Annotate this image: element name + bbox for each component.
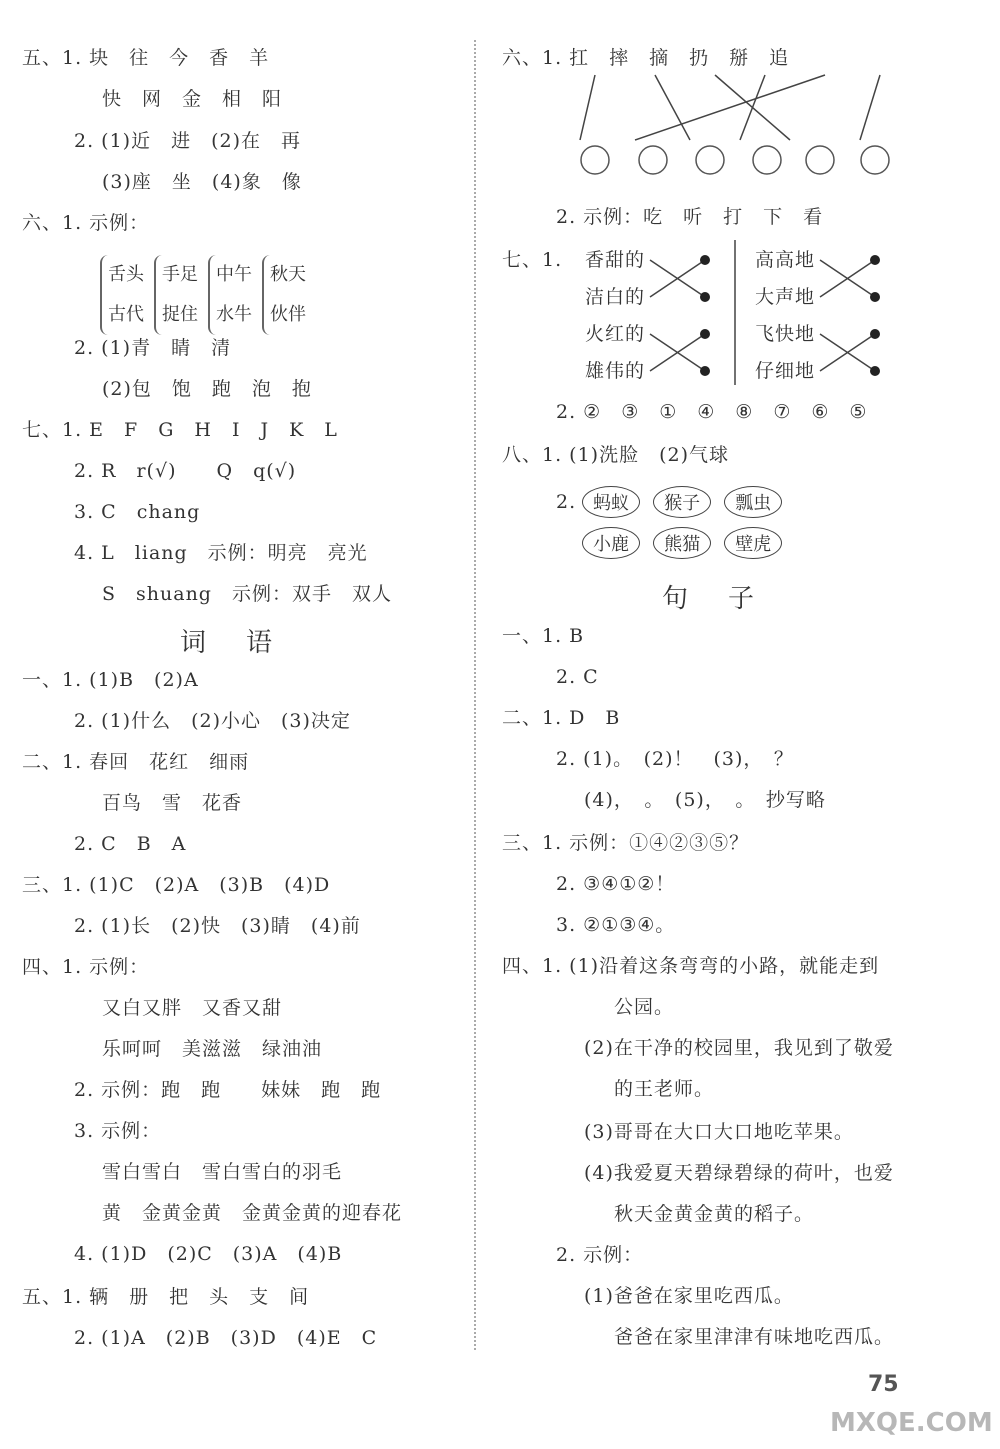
match-word: 香甜的 <box>585 249 646 271</box>
word-pair <box>100 255 144 335</box>
text-line: 六、1. 示例： <box>22 212 150 234</box>
text-line: 一、1. B <box>502 625 585 647</box>
text-line: 公园。 <box>614 996 675 1018</box>
circled-words-row <box>582 527 790 559</box>
text-line: (2)在干净的校园里，我见到了敬爱 <box>584 1037 894 1059</box>
word-pairs <box>100 255 306 335</box>
text-line: (3)座 坐 (4)象 像 <box>102 171 302 193</box>
text-line: 七、1. <box>502 249 563 271</box>
text-line: 3. 示例： <box>74 1120 162 1142</box>
text-line: 快 网 金 相 阳 <box>102 88 283 110</box>
text-line: 四、1. 示例： <box>22 956 150 978</box>
circled-word: 壁虎 <box>724 527 782 559</box>
word: 水牛 <box>216 304 252 325</box>
text-line: 2. ③④①②！ <box>556 873 676 895</box>
text-line: 秋天金黄金黄的稻子。 <box>614 1203 815 1225</box>
match-word: 洁白的 <box>585 286 646 308</box>
text-line: 四、1. (1)沿着这条弯弯的小路，就能走到 <box>502 955 880 977</box>
matching-lines <box>560 240 960 390</box>
circled-word: 猴子 <box>653 486 711 518</box>
text-line: 2. (1)近 进 (2)在 再 <box>74 130 301 152</box>
word: 手足 <box>162 264 198 285</box>
text-line: 2. R r(√) Q q(√) <box>74 460 297 482</box>
text-line: 2. (1)什么 (2)小心 (3)决定 <box>74 710 351 732</box>
text-line: 2. 示例：跑 跑 妹妹 跑 跑 <box>74 1079 382 1101</box>
text-line: 2. (1)青 睛 清 <box>74 337 232 359</box>
page-number: 75 <box>868 1372 899 1397</box>
word-pair <box>262 255 306 335</box>
text-line: 爸爸在家里津津有味地吃西瓜。 <box>614 1326 895 1348</box>
text-line: (1)爸爸在家里吃西瓜。 <box>584 1285 794 1307</box>
text-line: 七、1. E F G H I J K L <box>22 419 338 441</box>
text-line: 八、1. (1)洗脸 (2)气球 <box>502 444 729 466</box>
text-line: 2. C <box>556 666 599 688</box>
text-line: 乐呵呵 美滋滋 绿油油 <box>102 1038 323 1060</box>
text-line: 的王老师。 <box>614 1078 715 1100</box>
text-line: 又白又胖 又香又甜 <box>102 997 283 1019</box>
text-line: 三、1. 示例：①④②③⑤？ <box>502 832 750 854</box>
word: 古代 <box>108 304 144 325</box>
text-line: 五、1. 块 往 今 香 羊 <box>22 47 270 69</box>
match-word: 高高地 <box>755 249 816 271</box>
circled-word: 小鹿 <box>582 527 640 559</box>
text-line: 一、1. (1)B (2)A <box>22 669 199 691</box>
text-line: 雪白雪白 雪白雪白的羽毛 <box>102 1161 343 1183</box>
match-word: 火红的 <box>585 323 646 345</box>
text-line: 4. (1)D (2)C (3)A (4)B <box>74 1243 343 1265</box>
word: 捉住 <box>162 304 198 325</box>
text-line: 3. ②①③④。 <box>556 914 676 936</box>
word: 中午 <box>216 264 252 285</box>
circled-word: 熊猫 <box>653 527 711 559</box>
section-title: 句子 <box>662 584 795 614</box>
text-line: (2)包 饱 跑 泡 抱 <box>102 378 312 400</box>
text-line: 黄 金黄金黄 金黄金黄的迎春花 <box>102 1202 403 1224</box>
text-line: 2. (1)长 (2)快 (3)睛 (4)前 <box>74 915 361 937</box>
circled-word: 蚂蚁 <box>582 486 640 518</box>
column-divider <box>474 40 476 1350</box>
watermark: MXQE.COM <box>830 1408 993 1438</box>
circled-word: 瓢虫 <box>724 486 782 518</box>
text-line: 3. C chang <box>74 501 201 523</box>
text-line: (4)， 。 (5)， 。 抄写略 <box>584 789 826 811</box>
word: 舌头 <box>108 264 144 285</box>
text-line: 六、1. 扛 摔 摘 扔 掰 追 <box>502 47 790 69</box>
circled-words-row <box>582 486 790 518</box>
match-word: 仔细地 <box>755 360 816 382</box>
match-word: 飞快地 <box>755 323 816 345</box>
word: 秋天 <box>270 264 306 285</box>
text-line: 2. <box>556 491 577 513</box>
text-line: 2. (1)。 (2)！ (3)， ？ <box>556 748 794 770</box>
word-pair <box>208 255 252 335</box>
text-line: 百鸟 雪 花香 <box>102 792 243 814</box>
matching-exercise <box>560 240 960 390</box>
match-word: 雄伟的 <box>585 360 646 382</box>
text-line: 五、1. 辆 册 把 头 支 间 <box>22 1286 310 1308</box>
text-line: 二、1. 春回 花红 细雨 <box>22 751 250 773</box>
text-line: 4. L liang 示例：明亮 亮光 <box>74 542 368 564</box>
text-line: 2. (1)A (2)B (3)D (4)E C <box>74 1327 378 1349</box>
match-word: 大声地 <box>755 286 816 308</box>
text-line: 2. ② ③ ① ④ ⑧ ⑦ ⑥ ⑤ <box>556 401 868 423</box>
word-pair <box>154 255 198 335</box>
text-line: 2. 示例： <box>556 1244 644 1266</box>
section-title: 词语 <box>180 628 313 658</box>
text-line: 2. 示例：吃 听 打 下 看 <box>556 206 824 228</box>
text-line: 2. C B A <box>74 833 187 855</box>
matching-lines-top <box>560 60 900 145</box>
word: 伙伴 <box>270 304 306 325</box>
text-line: 二、1. D B <box>502 707 621 729</box>
text-line: S shuang 示例：双手 双人 <box>102 583 392 605</box>
text-line: (3)哥哥在大口大口地吃苹果。 <box>584 1121 854 1143</box>
text-line: 三、1. (1)C (2)A (3)B (4)D <box>22 874 331 896</box>
text-line: (4)我爱夏天碧绿碧绿的荷叶，也爱 <box>584 1162 894 1184</box>
